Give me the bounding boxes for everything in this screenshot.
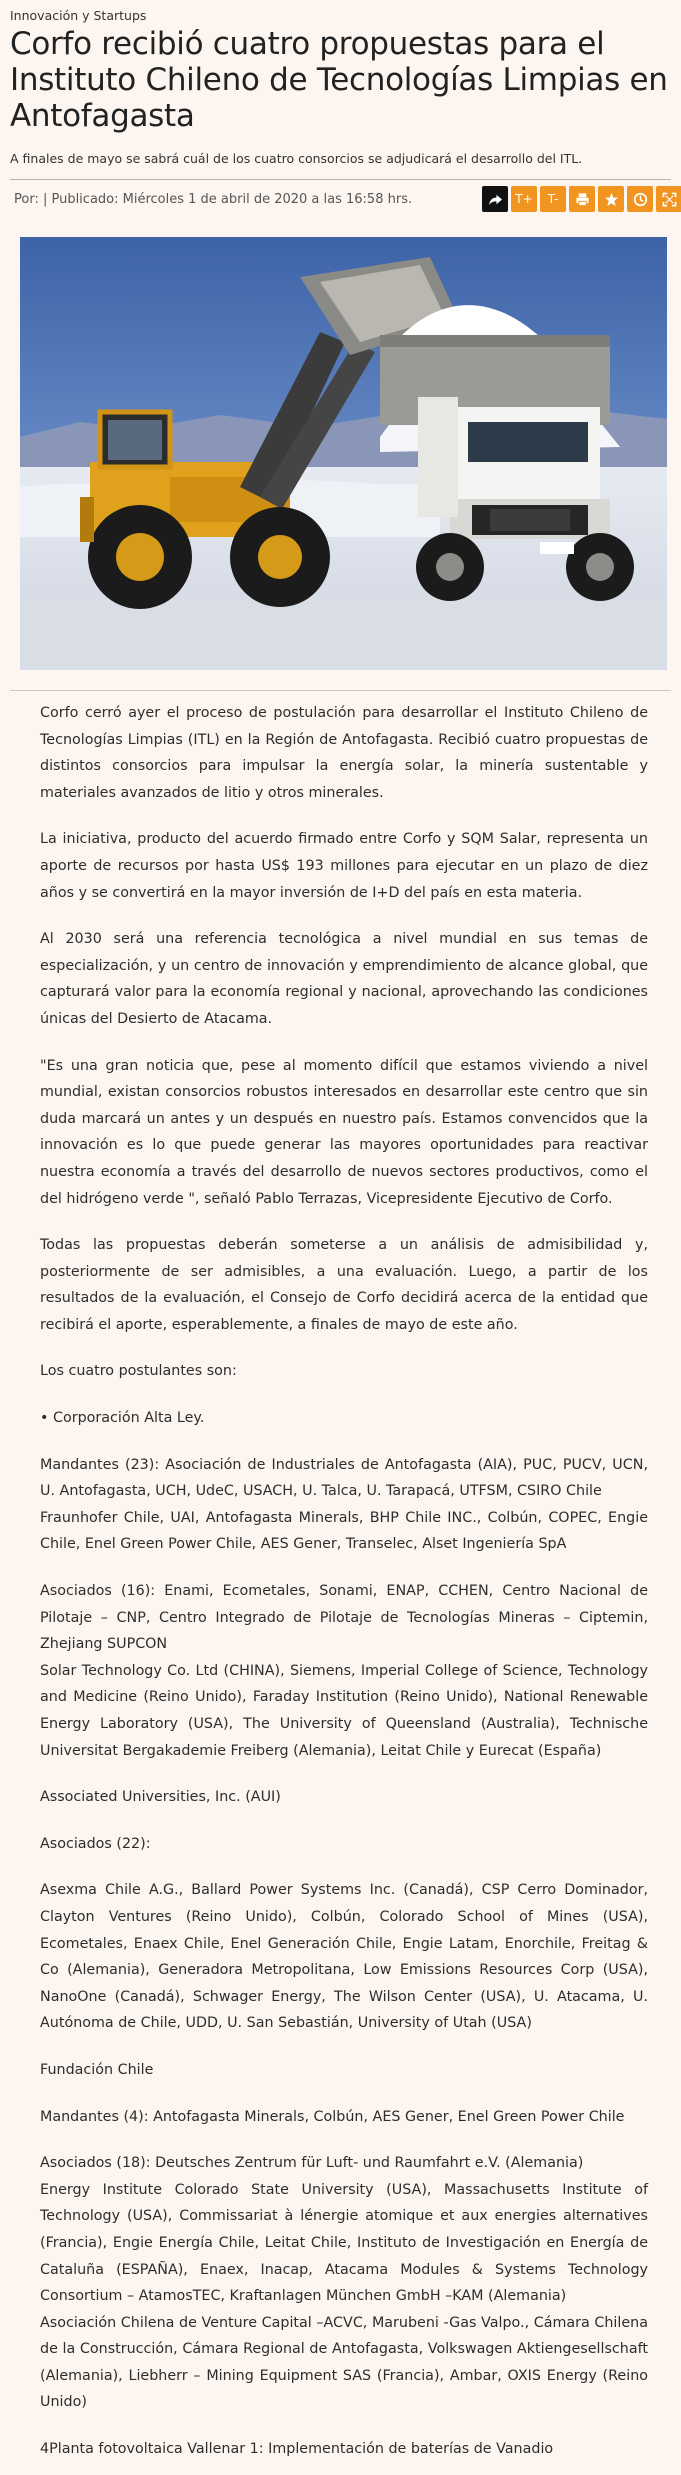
consortium-name: 4Planta fotovoltaica Vallenar 1: Implementación de baterías de Vanadio [40,2441,554,2458]
share-icon [488,192,503,207]
mandantes-list: Fraunhofer Chile, UAI, Antofagasta Minerals, BHP Chile INC., Colbún, COPEC, Engie Chile, Enel Green Power Chile, AES Gener, Transelec, Alset Ingeniería SpA [40,1509,648,1553]
paragraph: Corfo cerró ayer el proceso de postulación para desarrollar el Instituto Chileno de Tecnologías Limpias (ITL) en la Región de Antofagasta. Recibió cuatro propuestas de distintos consorcios para impulsar la energía solar, la minería sustentable y materiales avanzados de litio y otros minerales. [40,705,648,801]
article-subtitle: A finales de mayo se sabrá cuál de los cuatro consorcios se adjudicará el desarrollo del ITL. [10,151,583,166]
article-photo [20,237,667,670]
divider [10,179,671,180]
font-decrease-button[interactable]: T- [540,186,566,212]
article-meta: Por: | Publicado: Miércoles 1 de abril de 2020 a las 16:58 hrs. [14,192,413,207]
star-icon [604,192,619,207]
clock-icon [633,192,648,207]
share-button[interactable] [482,186,508,212]
paragraph: Los cuatro postulantes son: [40,1363,237,1380]
asociados-list: Asociación Chilena de Venture Capital –ACVC, Marubeni -Gas Valpo., Cámara Chilena de la Construcción, Cámara Regional de Antofagasta, Volkswagen Aktiengesellschaft (Alemania), Liebherr – Mining Equipment SAS (Francia), Ambar, OXIS Energy (Reino Unido) [40,2314,648,2411]
paragraph: "Es una gran noticia que, pese al momento difícil que estamos viviendo a nivel mundial, existan consorcios robustos interesados en desarrollar este centro que sin duda marcará un antes y un después en nuestro país. Estamos convencidos que la innovación es lo que puede generar las mayores oportunidades para reactivar nuestra economía a través del desarrollo de nuevos sectores productivos, como el del hidrógeno verde ", señaló Pablo Terrazas, Vicepresidente Ejecutivo de Corfo. [40,1057,648,1207]
asociados-list: Asexma Chile A.G., Ballard Power Systems Inc. (Canadá), CSP Cerro Dominador, Clayton Ventures (Reino Unido), Colbún, Colorado School of Mines (USA), Ecometales, Enaex Chile, Enel Generación Chile, Engie Latam, Enorchile, Freitag & Co (Alemania), Generadora Metropolitana, Low Emissions Resources Corp (USA), NanoOne (Canadá), Schwager Energy, The Wilson Center (USA), U. Atacama, U. Autónoma de Chile, UDD, U. San Sebastián, University of Utah (USA) [40,1882,648,2032]
article-body [40,700,648,2463]
consortium-name: Associated Universities, Inc. (AUI) [40,1789,281,1806]
paragraph: Todas las propuestas deberán someterse a un análisis de admisibilidad y, posteriormente de ser admisibles, a una evaluación. Luego, a partir de los resultados de la evaluación, el Consejo de Corfo decidirá acerca de la entidad que recibirá el aporte, esperablemente, a finales de mayo de este año. [40,1237,648,1333]
article-toolbar [482,186,681,212]
mandantes-list: Mandantes (4): Antofagasta Minerals, Colbún, AES Gener, Enel Green Power Chile [40,2108,625,2125]
asociados-list: Energy Institute Colorado State University (USA), Massachusetts Institute of Technology (USA), Commissariat à lénergie atomique et aux energies alternatives (Francia), Engie Energía Chile, Leitat Chile, Instituto de Investigación en Energía de Cataluña (ESPAÑA), Enaex, Inacap, Atacama Modules & Systems Technology Consortium – AtamosTEC, Kraftanlagen München GmbH –KAM (Alemania) [40,2181,648,2305]
mining-scene-illustration [20,237,667,670]
paragraph: La iniciativa, producto del acuerdo firmado entre Corfo y SQM Salar, representa un aporte de recursos por hasta US$ 193 millones para ejecutar en un plazo de diez años y se convertirá en la mayor inversión de I+D del país en esta materia. [40,831,648,901]
asociados-list: Asociados (16): Enami, Ecometales, Sonami, ENAP, CCHEN, Centro Nacional de Pilotaje – CNP, Centro Integrado de Pilotaje de Tecnologías Mineras – Ciptemin, Zhejiang SUPCON [40,1583,648,1653]
category-label[interactable]: Innovación y Startups [10,8,147,23]
article-title: Corfo recibió cuatro propuestas para el Instituto Chileno de Tecnologías Limpias en Antofagasta [10,26,668,134]
print-button[interactable] [569,186,595,212]
history-button[interactable] [627,186,653,212]
expand-icon [662,192,677,207]
fullscreen-button[interactable] [656,186,681,212]
consortium-name: • Corporación Alta Ley. [40,1410,205,1427]
print-icon [575,192,590,207]
favorite-button[interactable] [598,186,624,212]
mandantes-list: Mandantes (23): Asociación de Industriales de Antofagasta (AIA), PUC, PUCV, UCN, U. Antofagasta, UCH, UdeC, USACH, U. Talca, U. Tarapacá, UTFSM, CSIRO Chile [40,1456,648,1500]
font-increase-button[interactable]: T+ [511,186,537,212]
asociados-list: Solar Technology Co. Ltd (CHINA), Siemens, Imperial College of Science, Technology and Medicine (Reino Unido), Faraday Institution (Reino Unido), National Renewable Energy Laboratory (USA), The University of Queensland (Australia), Technische Universitat Bergakademie Freiberg (Alemania), Leitat Chile y Eurecat (España) [40,1662,648,1759]
asociados-list: Asociados (18): Deutsches Zentrum für Luft- und Raumfahrt e.V. (Alemania) [40,2155,584,2172]
divider [10,690,671,691]
asociados-title: Asociados (22): [40,1835,151,1852]
consortium-name: Fundación Chile [40,2061,154,2078]
paragraph: Al 2030 será una referencia tecnológica a nivel mundial en sus temas de especialización, y un centro de innovación y emprendimiento de alcance global, que capturará valor para la economía regional y nacional, aprovechando las condiciones únicas del Desierto de Atacama. [40,931,648,1027]
